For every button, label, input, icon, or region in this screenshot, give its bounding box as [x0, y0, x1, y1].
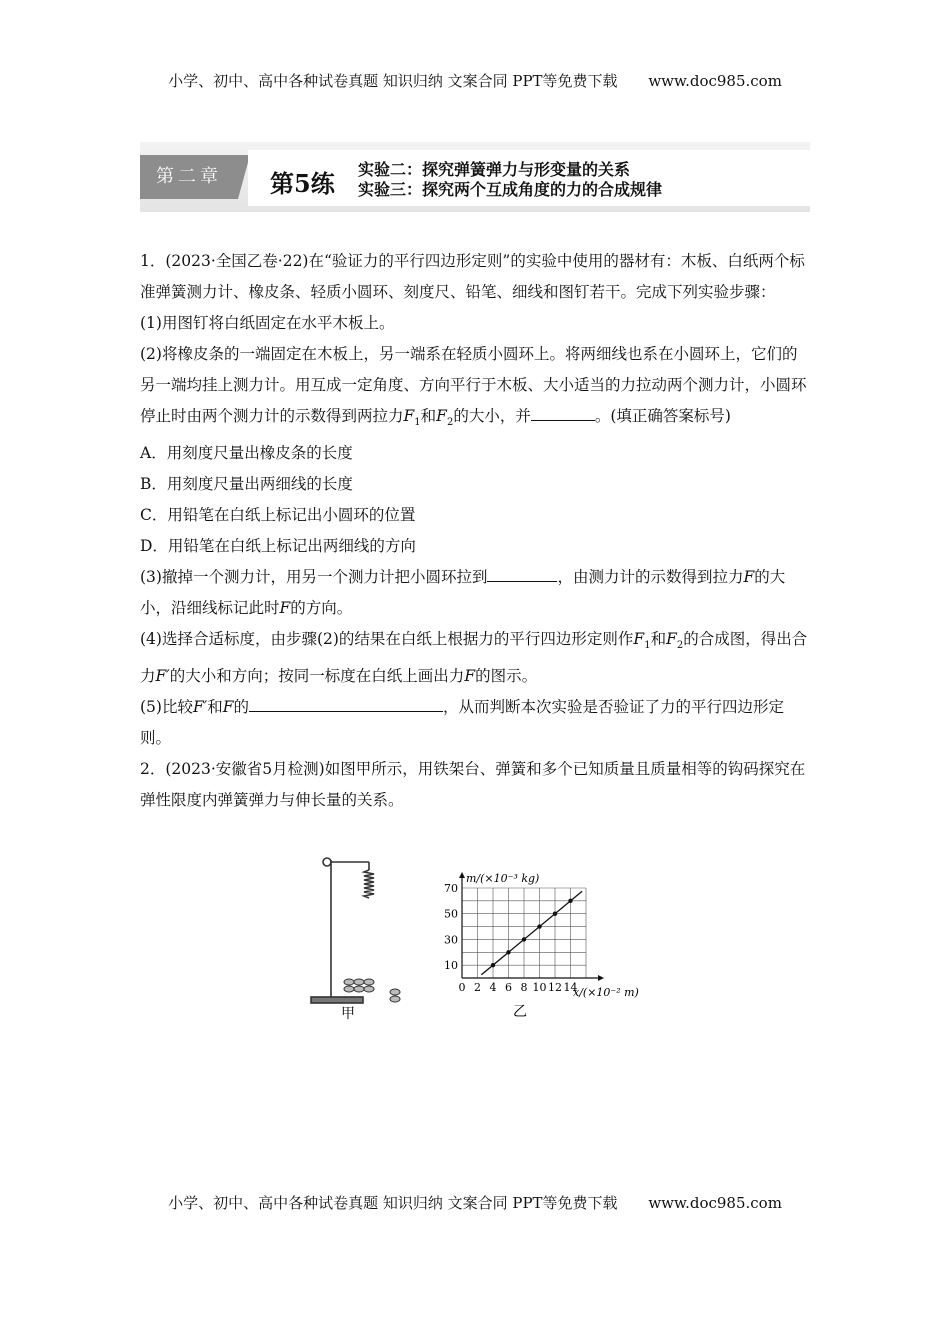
q1-step5: (5)比较F′和F的 ，从而判断本次实验是否验证了力的平行四边形定则。 [140, 692, 812, 754]
lesson-subtitles [358, 160, 662, 200]
y-axis-arrow [459, 872, 465, 878]
q1-option-d: D．用铅笔在白纸上标记出两细线的方向 [140, 537, 416, 556]
x-tick-label: 2 [474, 981, 481, 994]
header-url[interactable]: www.doc985.com [648, 72, 782, 90]
q1-step2: (2)将橡皮条的一端固定在木板上，另一端系在轻质小圆环上。将两细线也系在小圆环上，它们的另一端均挂上测力计。用互成一定角度、方向平行于木板、大小适当的力拉动两个测力计，小圆环停止时由两个测力计的示数得到两拉力$F_1$和$F_2$的大小，并 。(填正确答案标号) [140, 345, 807, 429]
footer-url[interactable]: www.doc985.com [648, 1194, 782, 1212]
data-point [568, 899, 572, 903]
x-axis-arrow [598, 975, 604, 981]
x-tick-label: 6 [505, 981, 512, 994]
q1-step3: (3)撤掉一个测力计，用另一个测力计把小圆环拉到 ，由测力计的示数得到拉力F的大小，沿细线标记此时F的方向。 [140, 562, 812, 624]
page-header [0, 70, 950, 91]
y-tick-label: 30 [444, 933, 458, 947]
q1-intro: 1．(2023·全国乙卷·22)在“验证力的平行四边形定则”的实验中使用的器材有：木板、白纸两个标准弹簧测力计、橡皮条、轻质小圆环、刻度尺、铅笔、细线和图钉若干。完成下列实验步骤： [140, 252, 805, 301]
x-tick-label: 4 [489, 981, 497, 994]
weight-3 [354, 979, 364, 985]
weight-2 [344, 986, 354, 992]
x-tick-label: 12 [548, 981, 562, 994]
weight-1 [344, 979, 354, 985]
data-point [537, 924, 541, 928]
weight-6 [364, 986, 374, 992]
x-tick-label: 14 [563, 981, 578, 994]
chart-fit-line [481, 891, 582, 975]
x-tick-label: 10 [532, 981, 547, 994]
lesson-line-1: 实验二：探究弹簧弹力与形变量的关系 [358, 160, 631, 179]
q1-step1: (1)用图钉将白纸固定在水平木板上。 [140, 314, 395, 332]
lesson-number: 第5练 [270, 169, 335, 198]
y-tick-label: 50 [444, 907, 458, 921]
chapter-label: 第二章 [140, 155, 238, 199]
page-footer [0, 1192, 950, 1213]
header-text: 小学、初中、高中各种试卷真题 知识归纳 文案合同 PPT等免费下载 [168, 72, 618, 90]
stand-base [311, 997, 363, 1003]
y-axis-label: m/(×10⁻³ kg) [466, 872, 540, 885]
question-2: 2．(2023·安徽省5月检测)如图甲所示，用铁架台、弹簧和多个已知质量且质量相等的钩码探究在弹性限度内弹簧弹力与伸长量的关系。 [140, 760, 806, 810]
caption-jia: 甲 [341, 1006, 355, 1022]
weight-8 [390, 996, 400, 1002]
figure-jia [305, 852, 415, 1022]
data-point [553, 912, 557, 916]
q1-option-b: B．用刻度尺量出两细线的长度 [140, 475, 353, 494]
lesson-line-2: 实验三：探究两个互成角度的力的合成规律 [358, 180, 663, 199]
q1-option-c: C．用铅笔在白纸上标记出小圆环的位置 [140, 506, 416, 525]
caption-yi: 乙 [513, 1004, 527, 1020]
x-tick-label: 0 [458, 981, 466, 994]
fit-line [481, 891, 582, 975]
chart-grid [462, 888, 586, 978]
spring-coil [364, 870, 374, 898]
weight-4 [354, 986, 364, 992]
weight-5 [364, 979, 374, 985]
weight-7 [390, 989, 400, 995]
lesson-banner [140, 142, 810, 212]
y-tick-label: 70 [444, 882, 458, 895]
q1-step4: (4)选择合适标度，由步骤(2)的结果在白纸上根据力的平行四边形定则作$F_1$和$F_2$的合成图，得出合力F′的大小和方向；按同一标度在白纸上画出力F的图示。 [140, 630, 808, 686]
footer-text: 小学、初中、高中各种试卷真题 知识归纳 文案合同 PPT等免费下载 [168, 1194, 618, 1212]
figure-yi-chart [436, 866, 646, 1020]
x-axis-label: x/(×10⁻² m) [573, 986, 639, 999]
y-tick-label: 10 [444, 959, 458, 973]
question-1 [140, 246, 812, 816]
data-point [506, 950, 510, 954]
data-point [522, 937, 526, 941]
chart-ticks [444, 882, 578, 994]
answer-blank-3[interactable] [487, 563, 557, 582]
answer-blank-5[interactable] [249, 693, 443, 712]
answer-blank-2[interactable] [531, 402, 595, 421]
q1-option-a: A．用刻度尺量出橡皮条的长度 [140, 444, 353, 463]
x-tick-label: 8 [520, 981, 528, 994]
lesson-title-box [248, 150, 810, 206]
clamp-knob [323, 858, 331, 866]
data-point [491, 963, 495, 967]
